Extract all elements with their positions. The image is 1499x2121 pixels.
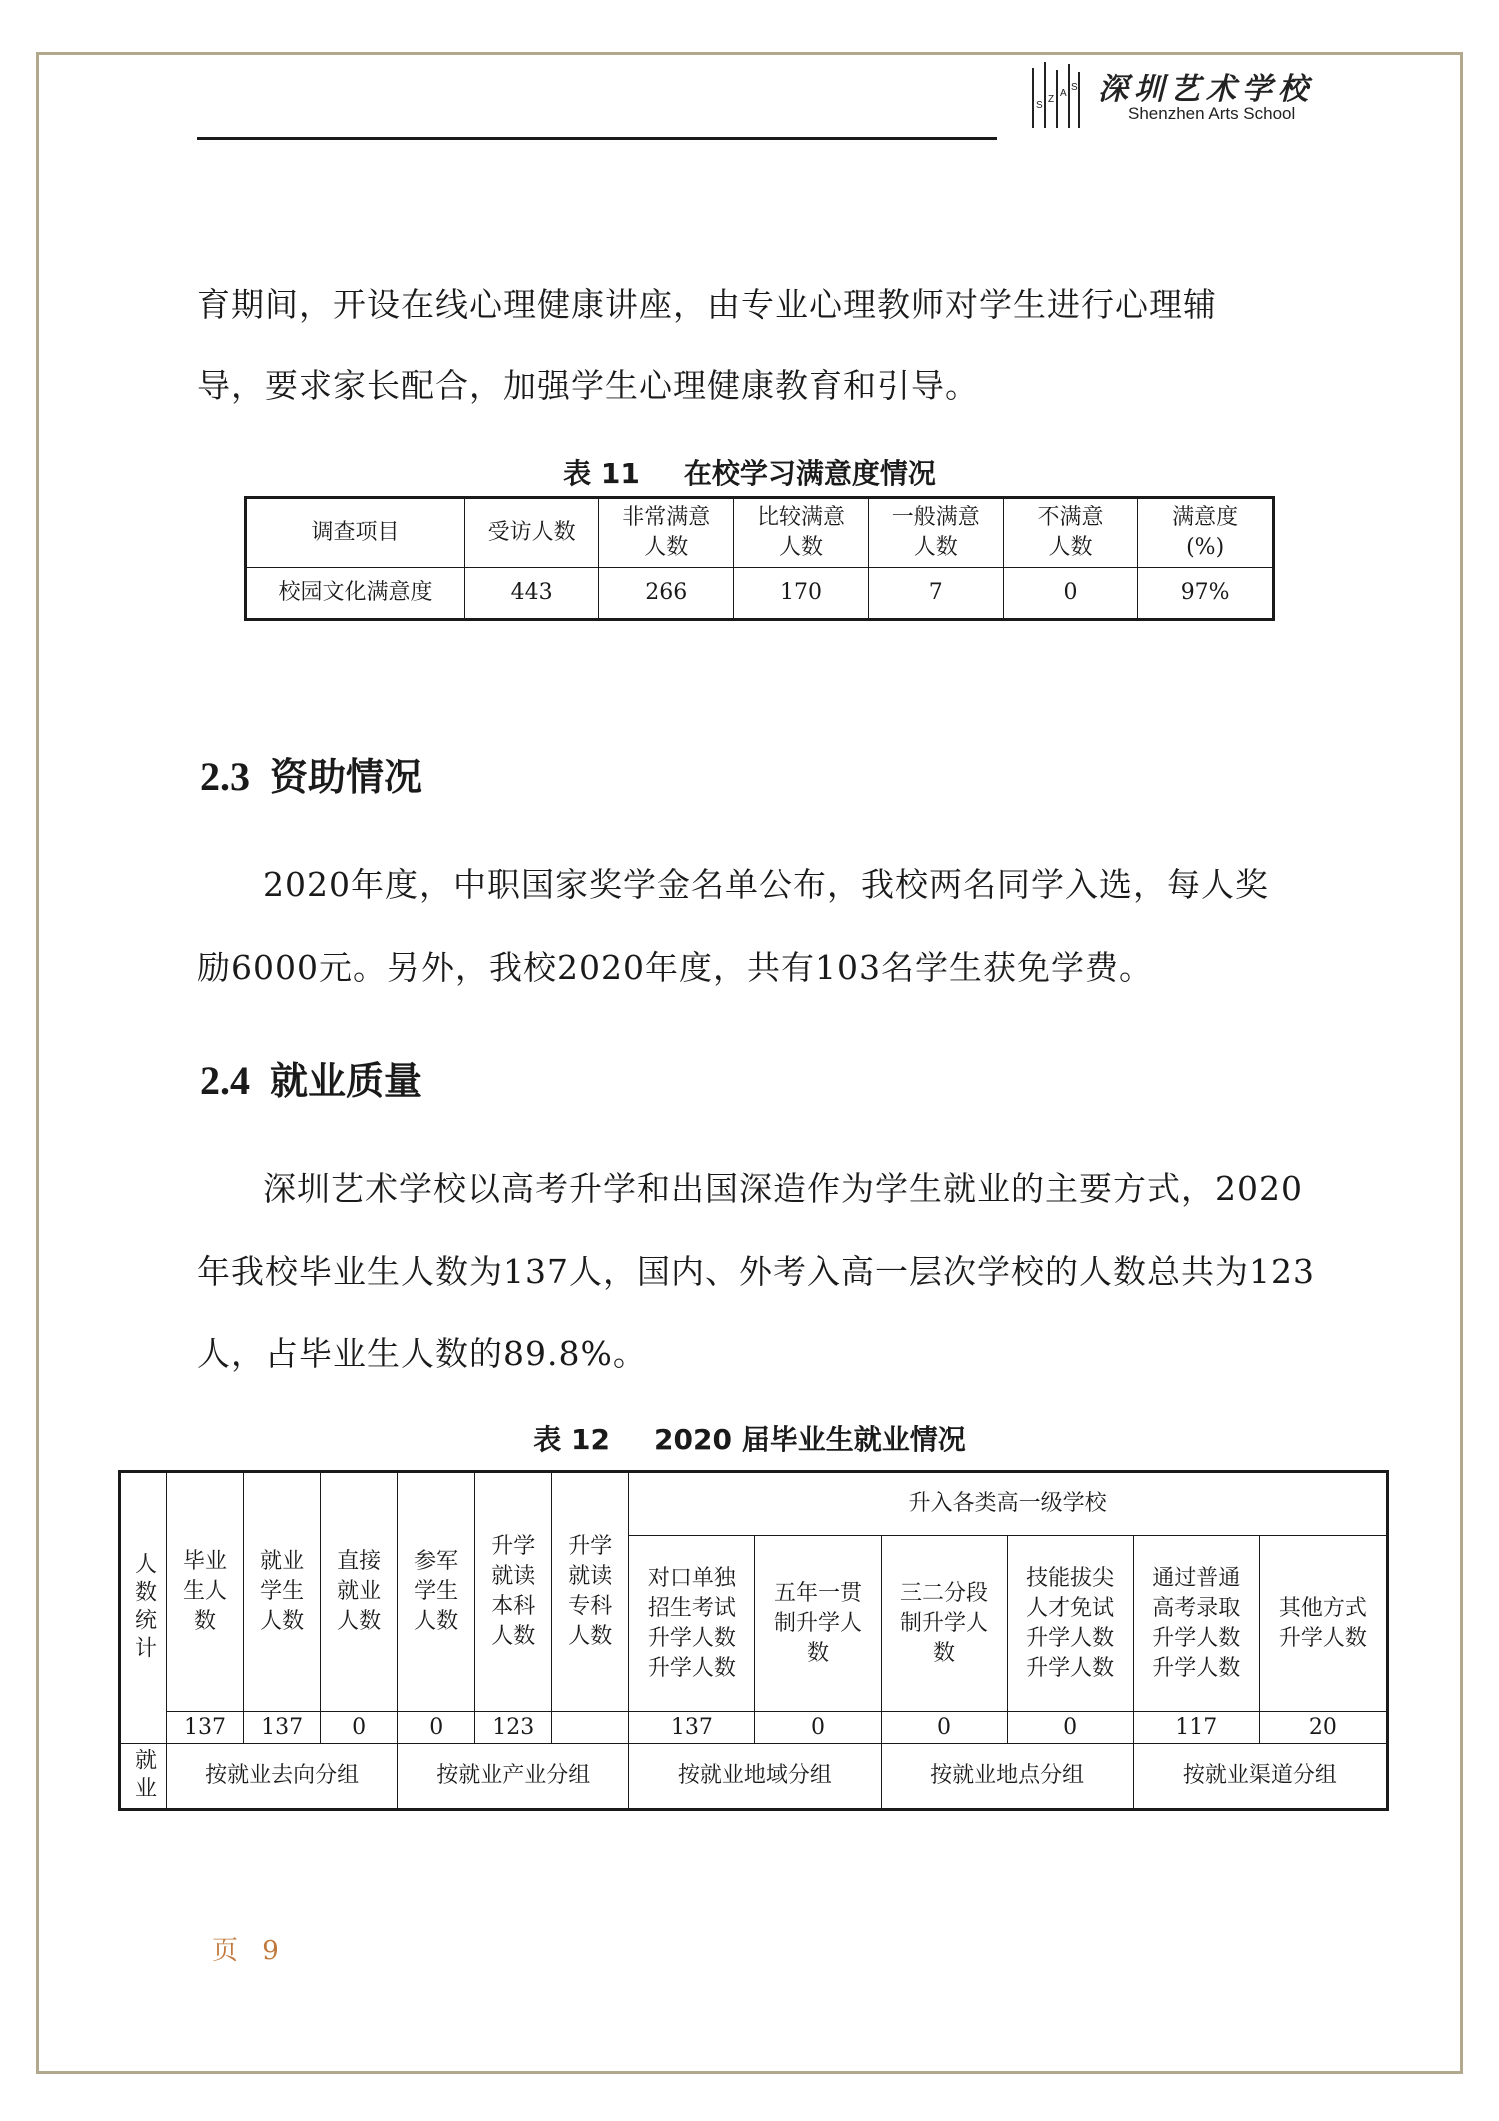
satisfaction-table bbox=[244, 496, 1275, 621]
table-header-cell: 不满意人数 bbox=[1003, 498, 1138, 568]
section-2-4-line-1: 深圳艺术学校以高考升学和出国深造作为学生就业的主要方式，2020 bbox=[263, 1169, 1303, 1208]
employment-table bbox=[118, 1470, 1389, 1811]
table-cell: 0 bbox=[321, 1712, 398, 1744]
section-2-4-line-3: 人，占毕业生人数的89.8%。 bbox=[197, 1334, 647, 1373]
table-cell bbox=[552, 1712, 629, 1744]
table-cell: 443 bbox=[464, 568, 598, 620]
table-cell: 137 bbox=[167, 1712, 244, 1744]
section-title: 资助情况 bbox=[270, 755, 423, 799]
table-cell: 123 bbox=[475, 1712, 552, 1744]
table-header-cell: 调查项目 bbox=[246, 498, 465, 568]
table-header-cell: 受访人数 bbox=[464, 498, 598, 568]
section-number: 2.4 bbox=[200, 1058, 250, 1103]
table-row bbox=[120, 1744, 1388, 1810]
table-cell: 266 bbox=[599, 568, 734, 620]
table-header-cell: 参军学生人数 bbox=[398, 1472, 475, 1712]
section-2-3-line-2: 励6000元。另外，我校2020年度，共有103名学生获免学费。 bbox=[197, 948, 1153, 987]
intro-line-1: 育期间，开设在线心理健康讲座，由专业心理教师对学生进行心理辅 bbox=[197, 285, 1217, 324]
svg-text:S: S bbox=[1071, 82, 1078, 93]
table-header-cell: 通过普通高考录取升学人数升学人数 bbox=[1133, 1536, 1259, 1712]
table-header-cell: 满意度(%) bbox=[1138, 498, 1274, 568]
table-cell: 137 bbox=[244, 1712, 321, 1744]
table-cell: 校园文化满意度 bbox=[246, 568, 465, 620]
row-side-label: 就业 bbox=[120, 1744, 167, 1810]
section-number: 2.3 bbox=[200, 754, 250, 799]
table-header-cell: 直接就业人数 bbox=[321, 1472, 398, 1712]
table-header-cell: 毕业生人数 bbox=[167, 1472, 244, 1712]
table-cell: 按就业地域分组 bbox=[629, 1744, 881, 1810]
svg-text:Z: Z bbox=[1048, 94, 1055, 105]
section-2-4-heading bbox=[200, 1050, 422, 1105]
table-header-cell: 非常满意人数 bbox=[599, 498, 734, 568]
table-header-cell: 升学就读本科人数 bbox=[475, 1472, 552, 1712]
table-cell: 0 bbox=[1003, 568, 1138, 620]
school-name-en: Shenzhen Arts School bbox=[1128, 104, 1296, 123]
table-header-cell: 其他方式升学人数 bbox=[1259, 1536, 1387, 1712]
table-cell: 按就业渠道分组 bbox=[1133, 1744, 1387, 1810]
table-cell: 按就业去向分组 bbox=[167, 1744, 398, 1810]
table-row bbox=[120, 1712, 1388, 1744]
table12-caption bbox=[0, 1418, 1499, 1458]
page-number: 页 9 bbox=[212, 1936, 287, 1966]
table-cell: 0 bbox=[881, 1712, 1007, 1744]
group-header: 升入各类高一级学校 bbox=[629, 1472, 1388, 1536]
section-title: 就业质量 bbox=[270, 1059, 423, 1103]
table-cell: 0 bbox=[1007, 1712, 1133, 1744]
section-2-4-line-2: 年我校毕业生人数为137人，国内、外考入高一层次学校的人数总共为123 bbox=[197, 1252, 1315, 1291]
table-header-cell: 就业学生人数 bbox=[244, 1472, 321, 1712]
table11-caption bbox=[0, 452, 1499, 492]
intro-line-2: 导，要求家长配合，加强学生心理健康教育和引导。 bbox=[197, 366, 979, 405]
table-cell: 170 bbox=[734, 568, 869, 620]
section-2-3-heading bbox=[200, 746, 422, 801]
table-header-cell: 对口单独招生考试升学人数升学人数 bbox=[629, 1536, 755, 1712]
table11-caption-title: 在校学习满意度情况 bbox=[683, 457, 936, 490]
table-header-cell: 升学就读专科人数 bbox=[552, 1472, 629, 1712]
table-cell: 137 bbox=[629, 1712, 755, 1744]
table-header-row bbox=[246, 498, 1274, 568]
table-cell: 按就业地点分组 bbox=[881, 1744, 1133, 1810]
table-cell: 0 bbox=[755, 1712, 881, 1744]
szas-logo-icon bbox=[1030, 62, 1082, 130]
school-name-cn: 深圳艺术学校 bbox=[1098, 72, 1314, 107]
table12-caption-num: 表 12 bbox=[533, 1423, 611, 1456]
section-2-3-line-1: 2020年度，中职国家奖学金名单公布，我校两名同学入选，每人奖 bbox=[263, 865, 1269, 904]
table-header-cell: 三二分段制升学人数 bbox=[881, 1536, 1007, 1712]
table11-caption-num: 表 11 bbox=[563, 457, 640, 490]
svg-text:A: A bbox=[1060, 88, 1067, 99]
table-header-cell: 技能拔尖人才免试升学人数升学人数 bbox=[1007, 1536, 1133, 1712]
table-row bbox=[246, 568, 1274, 620]
table-cell: 117 bbox=[1133, 1712, 1259, 1744]
table-header-cell: 比较满意人数 bbox=[734, 498, 869, 568]
table-cell: 0 bbox=[398, 1712, 475, 1744]
row-side-label: 人数统计 bbox=[120, 1472, 167, 1744]
table-header-row bbox=[120, 1472, 1388, 1536]
table-header-cell: 五年一贯制升学人数 bbox=[755, 1536, 881, 1712]
table-cell: 7 bbox=[868, 568, 1003, 620]
header-rule bbox=[197, 137, 997, 140]
table-header-cell: 一般满意人数 bbox=[868, 498, 1003, 568]
school-logo bbox=[1030, 58, 1350, 138]
table-cell: 20 bbox=[1259, 1712, 1387, 1744]
table-cell: 按就业产业分组 bbox=[398, 1744, 629, 1810]
svg-text:S: S bbox=[1036, 100, 1043, 111]
table-cell: 97% bbox=[1138, 568, 1274, 620]
table12-caption-title: 2020 届毕业生就业情况 bbox=[654, 1423, 966, 1456]
